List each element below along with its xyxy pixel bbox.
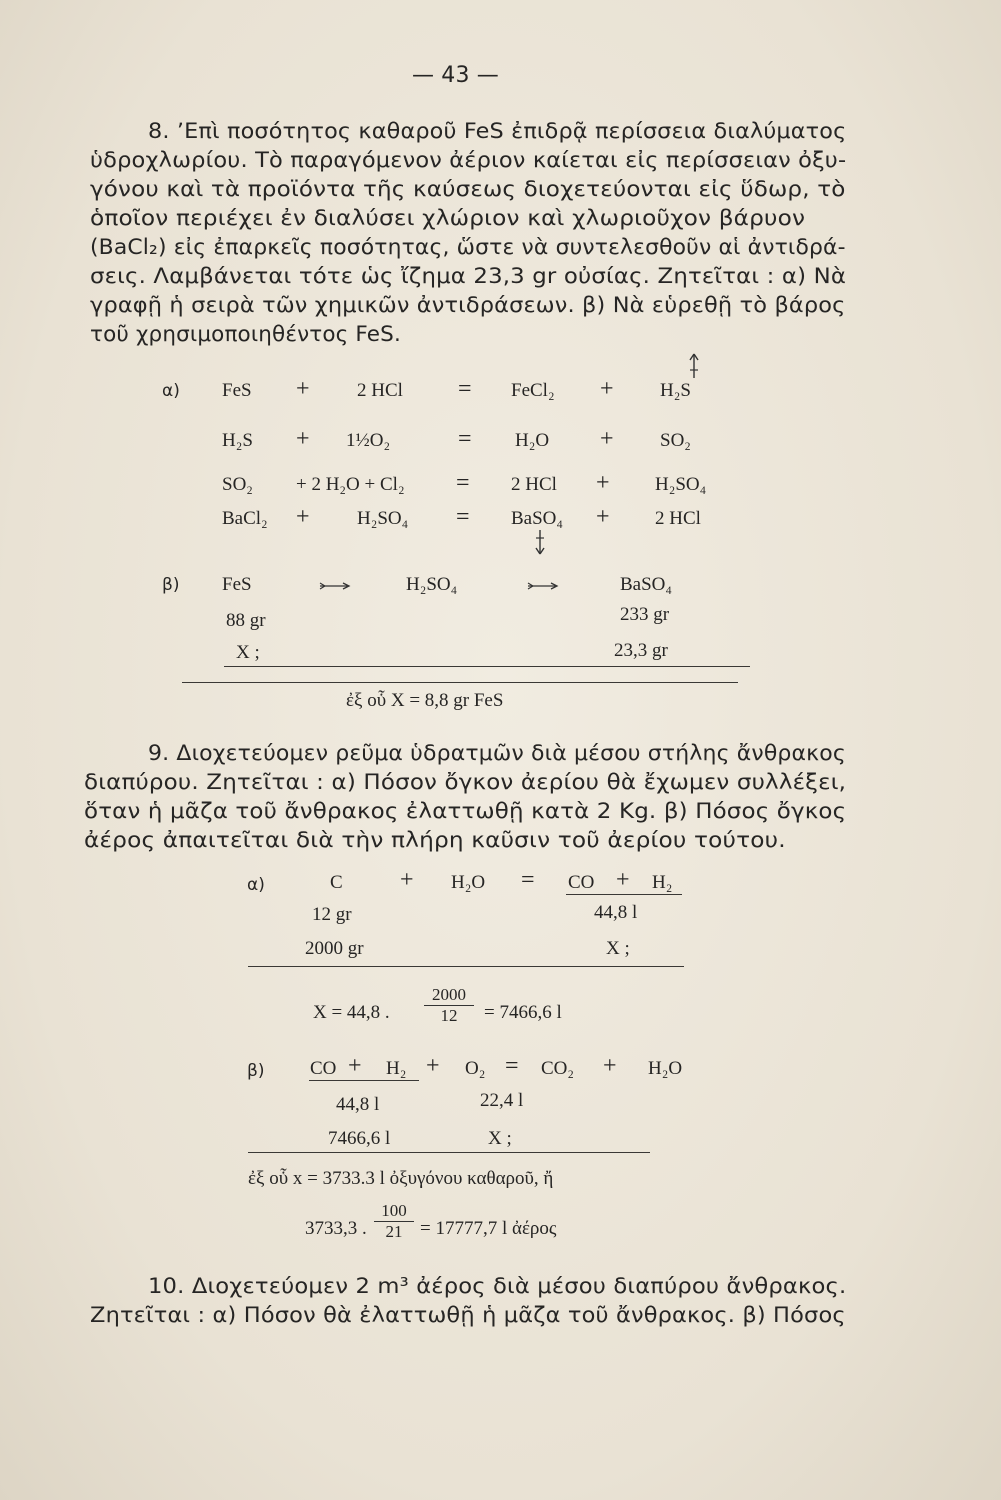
- calc-b-left: 3733,3 .: [305, 1218, 367, 1239]
- r4-plus2: +: [596, 504, 610, 530]
- eqa-c: C: [330, 872, 343, 893]
- r1-equals: =: [458, 376, 472, 402]
- r1-reactant1: FeS: [222, 380, 252, 401]
- r3-plus2: +: [596, 470, 610, 496]
- volume-gas: 44,8 l: [594, 902, 638, 923]
- precipitate-down-arrow-icon: [533, 530, 547, 556]
- mass-given: 2000 gr: [305, 938, 364, 959]
- unknown-x: X ;: [606, 938, 630, 959]
- fraction: [424, 986, 474, 1025]
- p9-line: 9. Διοχετεύομεν ρεῦμα ὑδρατμῶν διὰ μέσου στήλης ἄνθρακος: [148, 741, 846, 766]
- label-b: β): [162, 575, 180, 595]
- r1-product2: H₂S: [660, 380, 691, 401]
- p9-result: ἐξ οὗ x = 3733.3 l ὀξυγόνου καθαροῦ, ἤ: [248, 1168, 554, 1189]
- arrow-right-icon: [526, 582, 560, 590]
- numerator: 100: [381, 1201, 407, 1220]
- p10-line: Ζητεῖται : α) Πόσον θὰ ἐλαττωθῇ ἡ μᾶζα τοῦ ἄνθρακος. β) Πόσος: [90, 1303, 846, 1328]
- r3-equals: =: [456, 470, 470, 496]
- r4-plus: +: [296, 504, 310, 530]
- r2-plus: +: [296, 426, 310, 452]
- r2-equals: =: [458, 426, 472, 452]
- p8-line: ὑδροχλωρίου. Τὸ παραγόμενον ἀέριον καίεται εἰς περίσσειαν ὀξυ-: [90, 148, 847, 173]
- fraction: [374, 1202, 414, 1241]
- chain-end: BaSO₄: [620, 574, 673, 595]
- p8-line: γραφῇ ἡ σειρὰ τῶν χημικῶν ἀντιδράσεων. β) Νὰ εὑρεθῇ τὸ βάρος: [90, 293, 846, 318]
- r3-reactant1: SO₂: [222, 474, 253, 495]
- r2-product1: H₂O: [515, 430, 550, 451]
- eqa-h2o: H₂O: [451, 872, 486, 893]
- r4-reactant1: BaCl₂: [222, 508, 268, 529]
- r1-plus2: +: [600, 376, 614, 402]
- unknown-x: X ;: [236, 642, 260, 663]
- r3-product1: 2 HCl: [511, 474, 557, 495]
- r4-product2: 2 HCl: [655, 508, 701, 529]
- divider-line: [566, 894, 682, 895]
- volume-gas: 44,8 l: [336, 1094, 380, 1115]
- chain-start: FeS: [222, 574, 252, 595]
- eqb-o2: O₂: [465, 1058, 486, 1079]
- chain-middle: H₂SO₄: [406, 574, 458, 595]
- divider-line: [182, 682, 738, 683]
- eqa-equals: =: [521, 867, 535, 893]
- divider-line: [309, 1080, 419, 1081]
- p8-line: ὁποῖον περιέχει ἐν διαλύσει χλώριον καὶ χλωριοῦχον βάρυον: [90, 206, 806, 231]
- calc-a-right: = 7466,6 l: [484, 1002, 562, 1023]
- volume-oxygen: 22,4 l: [480, 1090, 524, 1111]
- r3-reactants: + 2 H₂O + Cl₂: [296, 474, 405, 495]
- eqa-h2: H₂: [652, 872, 673, 893]
- p8-line: γόνου καὶ τὰ προϊόντα τῆς καύσεως διοχετεύονται εἰς ὕδωρ, τὸ: [90, 177, 846, 202]
- mass-carbon: 12 gr: [312, 904, 352, 925]
- r4-equals: =: [456, 504, 470, 530]
- eqa-co: CO: [568, 872, 595, 893]
- eqb-plus: +: [348, 1053, 362, 1079]
- divider-line: [224, 666, 750, 667]
- r1-product1: FeCl₂: [511, 380, 555, 401]
- gas-up-arrow-icon: [687, 352, 701, 378]
- calc-a-left: X = 44,8 .: [313, 1002, 390, 1023]
- eqb-equals: =: [505, 1053, 519, 1079]
- denominator: 21: [385, 1222, 403, 1241]
- eqb-co2: CO₂: [541, 1058, 575, 1079]
- p9-line: ὅταν ἡ μᾶζα τοῦ ἄνθρακος ἐλαττωθῇ κατὰ 2 Kg. β) Πόσος ὄγκος: [84, 799, 847, 824]
- eqa-plus2: +: [616, 867, 630, 893]
- mass-fes: 88 gr: [226, 610, 266, 631]
- p8-line: τοῦ χρησιμοποιηθέντος FeS.: [90, 322, 401, 347]
- p8-line: σεις. Λαμβάνεται τότε ὡς ἴζημα 23,3 gr οὐσίας. Ζητεῖται : α) Νὰ: [90, 264, 847, 289]
- r2-reactant1: H₂S: [222, 430, 253, 451]
- label-b: β): [247, 1061, 265, 1081]
- p8-line: (BaCl₂) εἰς ἐπαρκεῖς ποσότητας, ὥστε νὰ συντελεσθοῦν αἱ ἀντιδρά-: [90, 235, 846, 260]
- label-a: α): [247, 875, 265, 895]
- arrow-right-icon: [318, 582, 352, 590]
- eqa-plus: +: [400, 867, 414, 893]
- p9-line: διαπύρου. Ζητεῖται : α) Πόσον ὄγκον ἀερίου θὰ ἔχωμεν συλλέξει,: [84, 770, 847, 795]
- eqb-h2: H₂: [386, 1058, 407, 1079]
- r1-plus: +: [296, 376, 310, 402]
- calc-b-right: = 17777,7 l ἀέρος: [420, 1218, 557, 1239]
- p8-result: ἐξ οὗ X = 8,8 gr FeS: [346, 690, 504, 711]
- r2-plus2: +: [600, 426, 614, 452]
- divider-line: [248, 1152, 650, 1153]
- eqb-h2o: H₂O: [648, 1058, 683, 1079]
- r4-reactant2: H₂SO₄: [357, 508, 409, 529]
- r1-reactant2: 2 HCl: [357, 380, 403, 401]
- divider-line: [248, 966, 684, 967]
- mass-baso4: 233 gr: [620, 604, 670, 625]
- r2-reactant2: 1½O₂: [346, 430, 391, 451]
- r3-product2: H₂SO₄: [655, 474, 707, 495]
- unknown-x: X ;: [488, 1128, 512, 1149]
- denominator: 12: [440, 1006, 458, 1025]
- eqb-plus3: +: [603, 1053, 617, 1079]
- p9-line: ἀέρος ἀπαιτεῖται διὰ τὴν πλήρη καῦσιν τοῦ ἀερίου τούτου.: [84, 828, 786, 853]
- p8-line: 8. ʼΕπὶ ποσότητος καθαροῦ FeS ἐπιδρᾷ περίσσεια διαλύματος: [148, 119, 847, 144]
- eqb-plus2: +: [426, 1053, 440, 1079]
- r4-product1: BaSO₄: [511, 508, 564, 529]
- r2-product2: SO₂: [660, 430, 691, 451]
- p10-line: 10. Διοχετεύομεν 2 m³ ἀέρος διὰ μέσου διαπύρου ἄνθρακος.: [148, 1274, 847, 1299]
- page-number: — 43 —: [412, 63, 499, 88]
- volume-given: 7466,6 l: [328, 1128, 391, 1149]
- given-mass: 23,3 gr: [614, 640, 668, 661]
- numerator: 2000: [432, 985, 466, 1004]
- label-a: α): [162, 381, 180, 401]
- eqb-co: CO: [310, 1058, 337, 1079]
